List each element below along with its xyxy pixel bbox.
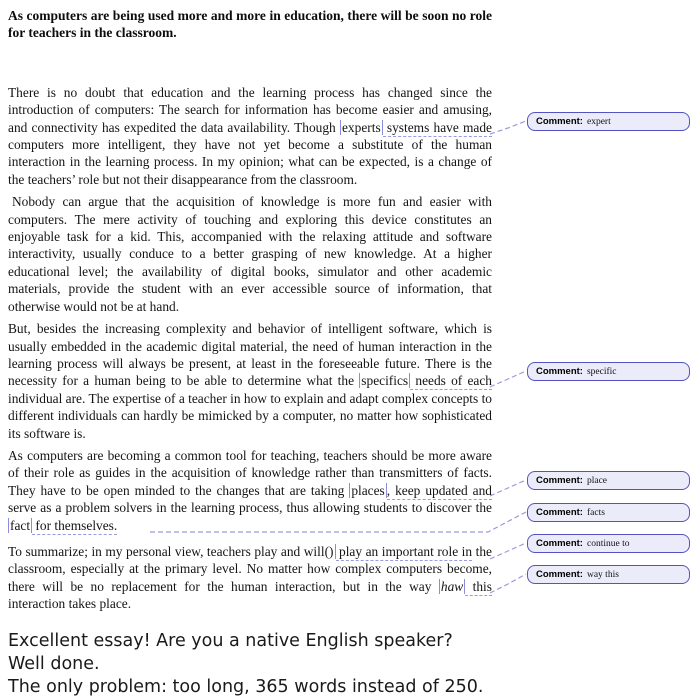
essay-paragraph — [8, 447, 492, 534]
comment-anchor: specifics — [361, 373, 409, 389]
essay-text: interaction takes place. — [8, 596, 132, 612]
leader-line-place — [490, 480, 526, 496]
essay-text: To summarize; in my personal view, teachers play and — [8, 543, 304, 559]
comment-leader-underline: play an important role in — [335, 543, 473, 559]
feedback-line-2: The only problem: too long, 365 words instead of 250. — [8, 676, 484, 697]
comment-balloon-expert[interactable] — [527, 112, 690, 131]
comment-anchor: will() — [303, 543, 334, 559]
comment-text: place — [586, 475, 608, 486]
essay-text: the classroom, especially at the primary level. No matter how complex computers become, there will be no replacement for the human interaction, but in the way — [8, 543, 492, 594]
comment-anchor: experts — [341, 119, 381, 135]
comment-label: Comment: — [536, 569, 583, 580]
comment-balloon-way-this[interactable] — [527, 565, 690, 584]
comment-text: way this — [586, 569, 619, 580]
comment-text: continue to — [586, 538, 630, 549]
comment-text: specific — [586, 366, 617, 377]
comment-leader-underline: , keep updated and — [386, 482, 492, 498]
comment-anchor: places — [351, 482, 385, 498]
comment-leader-underline: this — [465, 578, 492, 594]
essay-title: As computers are being used more and more in education, there will be soon no role for teachers in the classroom. — [8, 8, 492, 41]
comment-label: Comment: — [536, 116, 583, 127]
essay-body — [8, 84, 492, 613]
comment-anchor: fact — [10, 517, 31, 533]
comment-balloon-place[interactable] — [527, 471, 690, 490]
comment-balloon-continue-to[interactable] — [527, 534, 690, 553]
comment-leader-underline: for themselves. — [32, 517, 118, 533]
comment-text: facts — [586, 507, 605, 518]
comment-balloon-facts[interactable] — [527, 503, 690, 522]
essay-text: Nobody can argue that the acquisition of knowledge is more fun and easier with computers. The mere activity of touching and exploring this device constitutes an enjoyable task for a kid. This, accompanied with the relaxing attitude and software interactivity, usually conduce to a better grasping of new knowledge. At a higher educational level; the availability of digital books, simulator and other academic materials, provide the student with an ever accessible source of information, that otherwise would not be at hand. — [8, 194, 492, 314]
leader-line-specific — [490, 371, 526, 387]
teacher-feedback — [8, 630, 492, 699]
comment-label: Comment: — [536, 538, 583, 549]
essay-text: individual are. The expertise of a teacher in how to explain and adapt complex concepts to different individuals can hardly be mimicked by a computer, no matter how sophisticated its software is. — [8, 390, 492, 441]
feedback-line-1: Excellent essay! Are you a native English speaker? Well done. — [8, 630, 453, 674]
leader-line-continue-to — [490, 543, 526, 559]
essay-text: serve as a problem solvers in the learning process, thus allowing students to discover the — [8, 500, 492, 516]
leader-line-expert — [490, 121, 526, 134]
comment-balloon-specific[interactable] — [527, 362, 690, 381]
comment-leader-underline: needs of each — [410, 373, 492, 389]
comment-text: expert — [586, 116, 611, 127]
leader-line-way-this — [490, 574, 526, 593]
comment-label: Comment: — [536, 507, 583, 518]
essay-paragraph — [8, 84, 492, 188]
comment-label: Comment: — [536, 475, 583, 486]
essay-text: As computers are becoming a common tool for teaching, teachers should be more aware of their role as guides in the acquisition of knowledge rather than transmitters of facts. They have to be open minded to the changes that are taking — [8, 447, 492, 498]
essay-paragraph — [8, 193, 492, 315]
essay-column — [8, 0, 492, 699]
essay-text: There is no doubt that education and the learning process has changed since the introduction of computers: The search for information has become easier and amusing, and connectivity has expedited the data availability. Though — [8, 84, 492, 135]
essay-text: computers more intelligent, they have not yet become a substitute of the human interaction in the learning process. In my opinion; what can be expected, is a change of the teachers’ role but not their disappearance from the classroom. — [8, 137, 492, 187]
comment-leader-underline: systems have made — [382, 119, 492, 135]
essay-paragraph — [8, 543, 492, 613]
comment-anchor: haw — [440, 578, 464, 594]
comment-label: Comment: — [536, 366, 583, 377]
essay-paragraph — [8, 320, 492, 442]
essay-text: But, besides the increasing complexity and behavior of intelligent software, which is usually embedded in the academic digital material, the need of human interaction in the learning process will always be present, at least in the foreseeable future. There is the necessity for a human being to be able to determine what the — [8, 321, 492, 389]
